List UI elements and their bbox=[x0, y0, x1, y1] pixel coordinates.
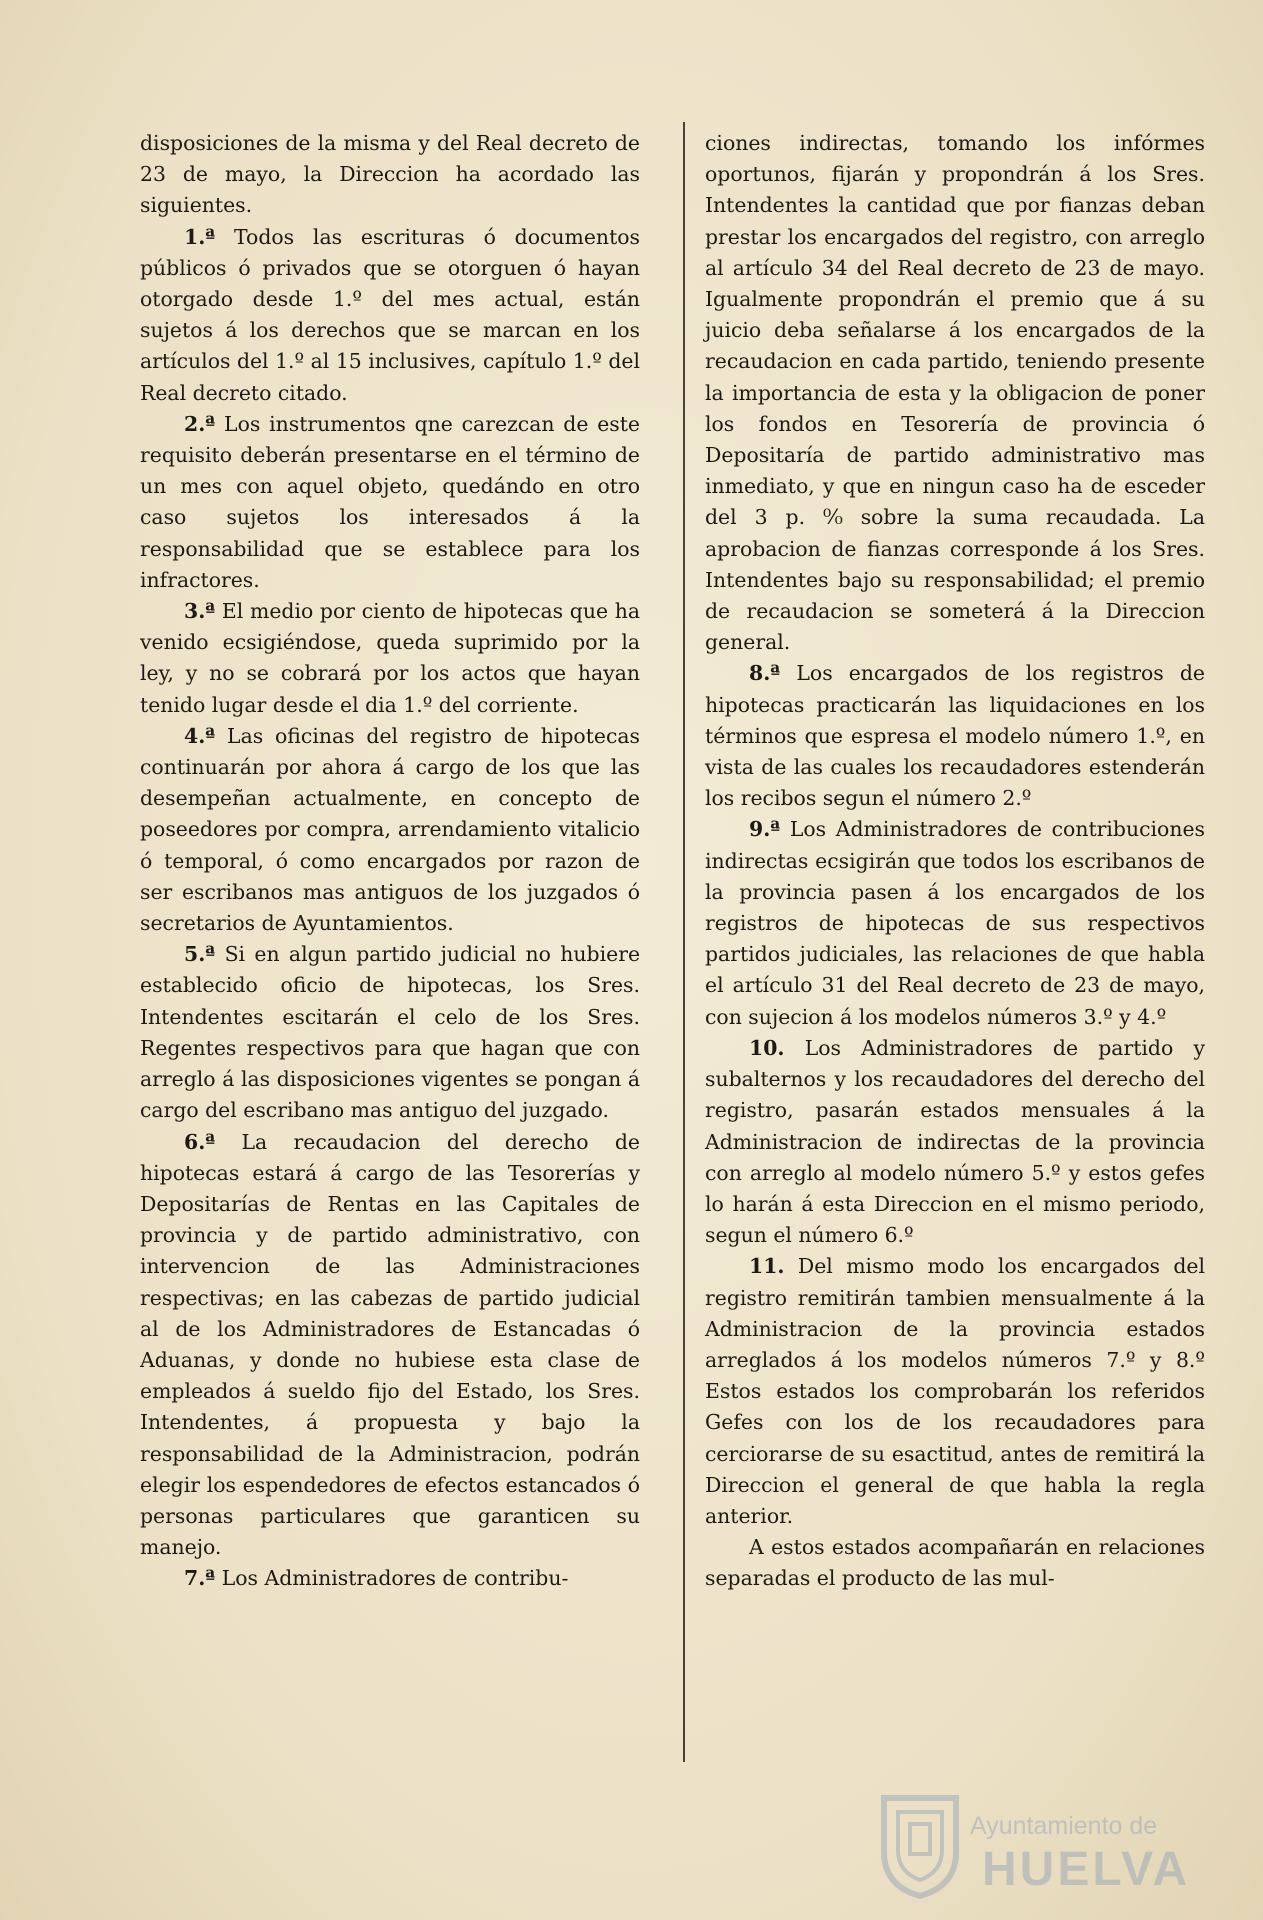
rule-number: 5.ª bbox=[184, 942, 216, 967]
left-column bbox=[140, 128, 640, 1595]
paragraph-text: Las oficinas del registro de hipotecas continuarán por ahora á cargo de los que las desempeñan actualmente, en concepto de poseedores por compra, arrendamiento vitalicio ó temporal, ó como encargados por razon de ser escribanos mas antiguos de los juzgados ó secretarios de Ayuntamientos. bbox=[140, 723, 640, 936]
paragraph bbox=[140, 939, 640, 1126]
paragraph bbox=[140, 1563, 640, 1594]
paragraph-text: Los Administradores de contribuciones indirectas ecsigirán que todos los escribanos de la provincia pasen á los encargados de los registros de hipotecas de sus respectivos partidos judiciales, las relaciones de que habla el artículo 31 del Real decreto de 23 de mayo, con sujecion á los modelos números 3.º y 4.º bbox=[705, 817, 1205, 1029]
rule-number: 9.ª bbox=[749, 817, 781, 842]
paragraph-text: El medio por ciento de hipotecas que ha venido ecsigiéndose, queda suprimido por la ley, y no se cobrará por los actos que hayan tenido lugar desde el dia 1.º del corriente. bbox=[140, 599, 640, 717]
rule-number: 4.ª bbox=[184, 723, 216, 748]
paragraph-text: Los Administradores de partido y subalternos y los recaudadores del derecho del registro, pasarán estados mensuales á la Administracion de indirectas de la provincia con arreglo al modelo número 5.º y estos gefes lo harán á esta Direccion en el mismo periodo, segun el número 6.º bbox=[705, 1035, 1206, 1248]
rule-number: 1.ª bbox=[184, 224, 216, 249]
column-divider bbox=[683, 122, 685, 1762]
paragraph bbox=[140, 222, 640, 409]
paragraph bbox=[705, 814, 1205, 1032]
paragraph bbox=[140, 596, 640, 721]
rule-number: 10. bbox=[749, 1035, 785, 1060]
rule-number: 11. bbox=[749, 1254, 785, 1279]
paragraph-text: Del mismo modo los encargados del registro remitirán tambien mensualmente á la Administracion de la provincia estados arreglados á los modelos números 7.º y 8.º Estos estados los comprobarán los referidos Gefes con los de los recaudadores para cerciorarse de su esactitud, antes de remitirá la Direccion el general de que habla la regla anterior. bbox=[705, 1254, 1206, 1528]
coat-of-arms-shield-icon bbox=[870, 1790, 970, 1900]
paragraph-text: Todos las escrituras ó documentos públicos ó privados que se otorguen ó hayan otorgado desde 1.º del mes actual, están sujetos á los derechos que se marcan en los artículos del 1.º al 15 inclusives, capítulo 1.º del Real decreto citado. bbox=[140, 224, 641, 405]
rule-number: 2.ª bbox=[184, 411, 216, 436]
watermark bbox=[870, 1790, 1200, 1900]
paragraph bbox=[140, 1127, 640, 1564]
rule-number: 3.ª bbox=[184, 599, 216, 624]
paragraph: ciones indirectas, tomando los infórmes oportunos, fijarán y propondrán á los Sres. Intendentes la cantidad que por fianzas deban prestar los encargados del registro, con arreglo al artículo 34 del Real decreto de 23 de mayo. Igualmente propondrán el premio que á su juicio deba señalarse á los encargados de la recaudacion en cada partido, teniendo presente la importancia de esta y la obligacion de poner los fondos en Tesorería de provincia ó Depositaría de partido administrativo mas inmediato, y que en ningun caso ha de esceder del 3 p. ⁰⁄₀ sobre la suma recaudada. La aprobacion de fianzas corresponde á los Sres. Intendentes bajo su responsabilidad; el premio de recaudacion se someterá á la Direccion general. bbox=[705, 131, 1205, 655]
rule-number: 6.ª bbox=[184, 1129, 216, 1154]
paragraph-text: La recaudacion del derecho de hipotecas estará á cargo de las Tesorerías y Depositarías de Rentas en las Capitales de provincia y de partido administrativo, con intervencion de las Administraciones respectivas; en las cabezas de partido judicial al de los Administradores de Estancadas ó Aduanas, y donde no hubiese esta clase de empleados á sueldo fijo del Estado, los Sres. Intendentes, á propuesta y bajo la responsabilidad de la Administracion, podrán elegir los espendedores de efectos estancados ó personas particulares que garanticen su manejo. bbox=[140, 1129, 640, 1560]
watermark-line1: Ayuntamiento de bbox=[970, 1812, 1158, 1840]
right-column bbox=[705, 128, 1205, 1595]
paragraph bbox=[705, 1033, 1205, 1251]
paragraph bbox=[705, 658, 1205, 814]
paragraph bbox=[140, 409, 640, 596]
watermark-line2: HUELVA bbox=[982, 1843, 1191, 1896]
paragraph-text: Los Administradores de contribu- bbox=[221, 1566, 569, 1591]
paragraph: disposiciones de la misma y del Real decreto de 23 de mayo, la Direccion ha acordado las siguientes. bbox=[140, 131, 640, 218]
paragraph-text: Si en algun partido judicial no hubiere establecido oficio de hipotecas, los Sres. Intendentes escitarán el celo de los Sres. Regentes respectivos para que hagan que con arreglo á las disposiciones vigentes se pongan á cargo del escribano mas antiguo del juzgado. bbox=[140, 942, 641, 1123]
rule-number: 7.ª bbox=[184, 1566, 216, 1591]
paragraph bbox=[705, 1251, 1205, 1532]
paragraph: A estos estados acompañarán en relaciones separadas el producto de las mul- bbox=[705, 1535, 1205, 1591]
paragraph-text: Los encargados de los registros de hipotecas practicarán las liquidaciones en los términos que espresa el modelo número 1.º, en vista de las cuales los recaudadores estenderán los recibos segun el número 2.º bbox=[705, 661, 1205, 811]
paragraph bbox=[140, 721, 640, 939]
paragraph-text: Los instrumentos qne carezcan de este requisito deberán presentarse en el término de un mes con aquel objeto, quedándo en otro caso sujetos los interesados á la responsabilidad que se establece para los infractores. bbox=[140, 411, 641, 592]
rule-number: 8.ª bbox=[749, 661, 781, 686]
